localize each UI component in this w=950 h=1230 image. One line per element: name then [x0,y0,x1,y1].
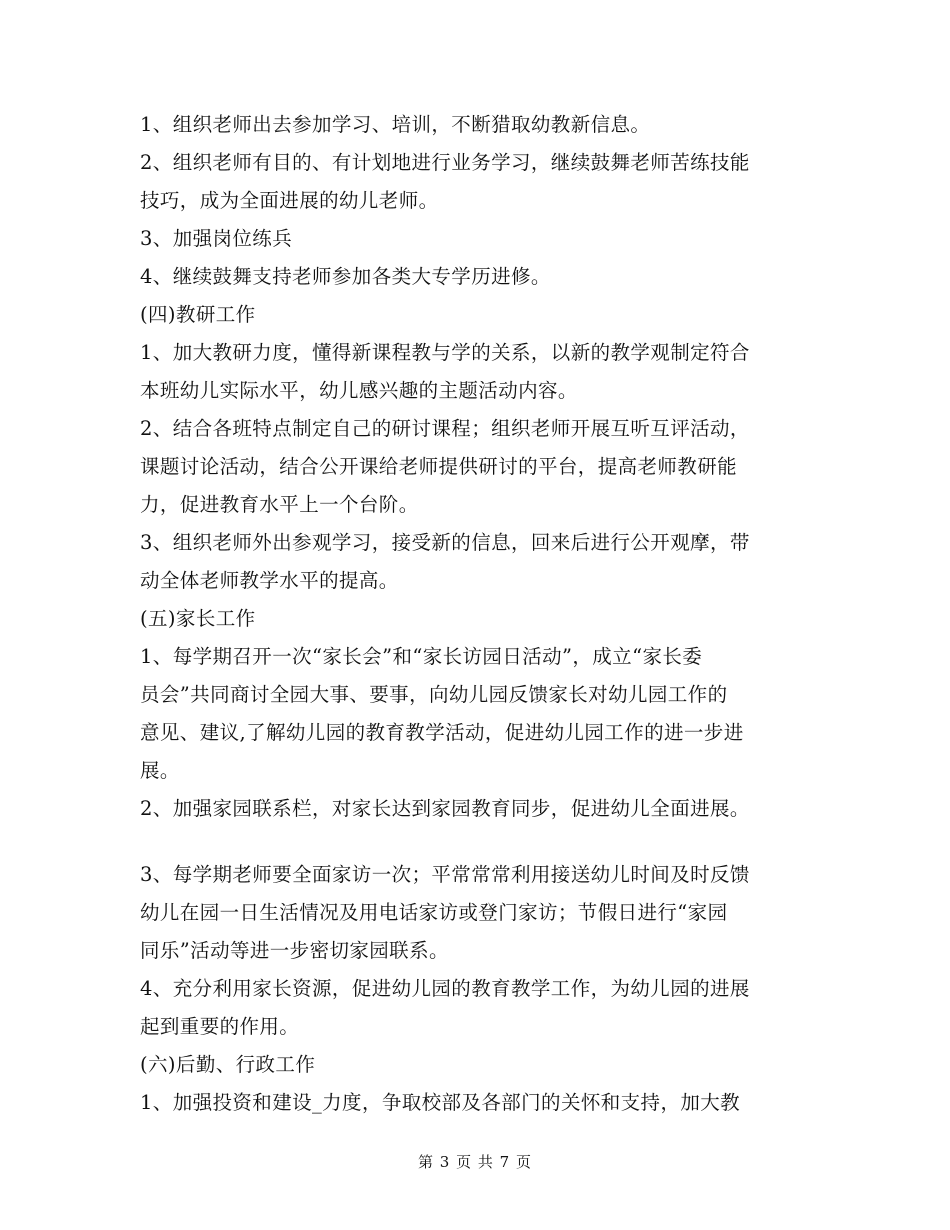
text-line: 2、加强家园联系栏，对家长达到家园教育同步，促进幼儿全面进展。 [140,797,750,820]
text-line: 动全体老师教学水平的提高。 [140,569,399,592]
text-line: 力，促进教育水平上一个台阶。 [140,493,419,516]
page-number-footer: 第 3 页 共 7 页 [418,1153,532,1171]
section-heading: (六)后勤、行政工作 [140,1053,316,1076]
text-line: 4、继续鼓舞支持老师参加各类大专学历进修。 [140,265,551,288]
text-line: 3、每学期老师要全面家访一次；平常常常利用接送幼儿时间及时反馈 [140,863,750,886]
text-line: 意见、建议,了解幼儿园的教育教学活动，促进幼儿园工作的进一步进 [140,721,744,744]
text-line: 1、加强投资和建设_力度，争取校部及各部门的关怀和支持，加大教 [140,1091,741,1114]
text-line: 3、组织老师外出参观学习，接受新的信息，回来后进行公开观摩，带 [140,531,750,554]
text-line: 2、结合各班特点制定自己的研讨课程；组织老师开展互听互评活动， [140,417,750,440]
section-heading: (四)教研工作 [140,303,256,326]
section-heading: (五)家长工作 [140,607,256,630]
text-line: 2、组织老师有目的、有计划地进行业务学习，继续鼓舞老师苦练技能 [140,151,750,174]
text-line: 展。 [140,759,180,782]
text-line: 技巧，成为全面进展的幼儿老师。 [140,189,439,212]
text-line: 员会”共同商讨全园大事、要事，向幼儿园反馈家长对幼儿园工作的 [140,683,728,706]
text-line: 课题讨论活动，结合公开课给老师提供研讨的平台，提高老师教研能 [140,455,738,478]
text-line: 4、充分利用家长资源，促进幼儿园的教育教学工作，为幼儿园的进展 [140,977,750,1000]
text-line: 3、加强岗位练兵 [140,227,293,250]
text-line: 幼儿在园一日生活情况及用电话家访或登门家访；节假日进行“家园 [140,901,728,924]
text-line: 起到重要的作用。 [140,1015,300,1038]
text-line: 1、每学期召开一次“家长会”和“家长访园日活动”，成立“家长委 [140,645,703,668]
text-line: 1、组织老师出去参加学习、培训，不断猎取幼教新信息。 [140,113,651,136]
text-line: 同乐”活动等进一步密切家园联系。 [140,939,449,962]
text-line: 本班幼儿实际水平，幼儿感兴趣的主题活动内容。 [140,379,578,402]
text-line: 1、加大教研力度，懂得新课程教与学的关系，以新的教学观制定符合 [140,341,750,364]
